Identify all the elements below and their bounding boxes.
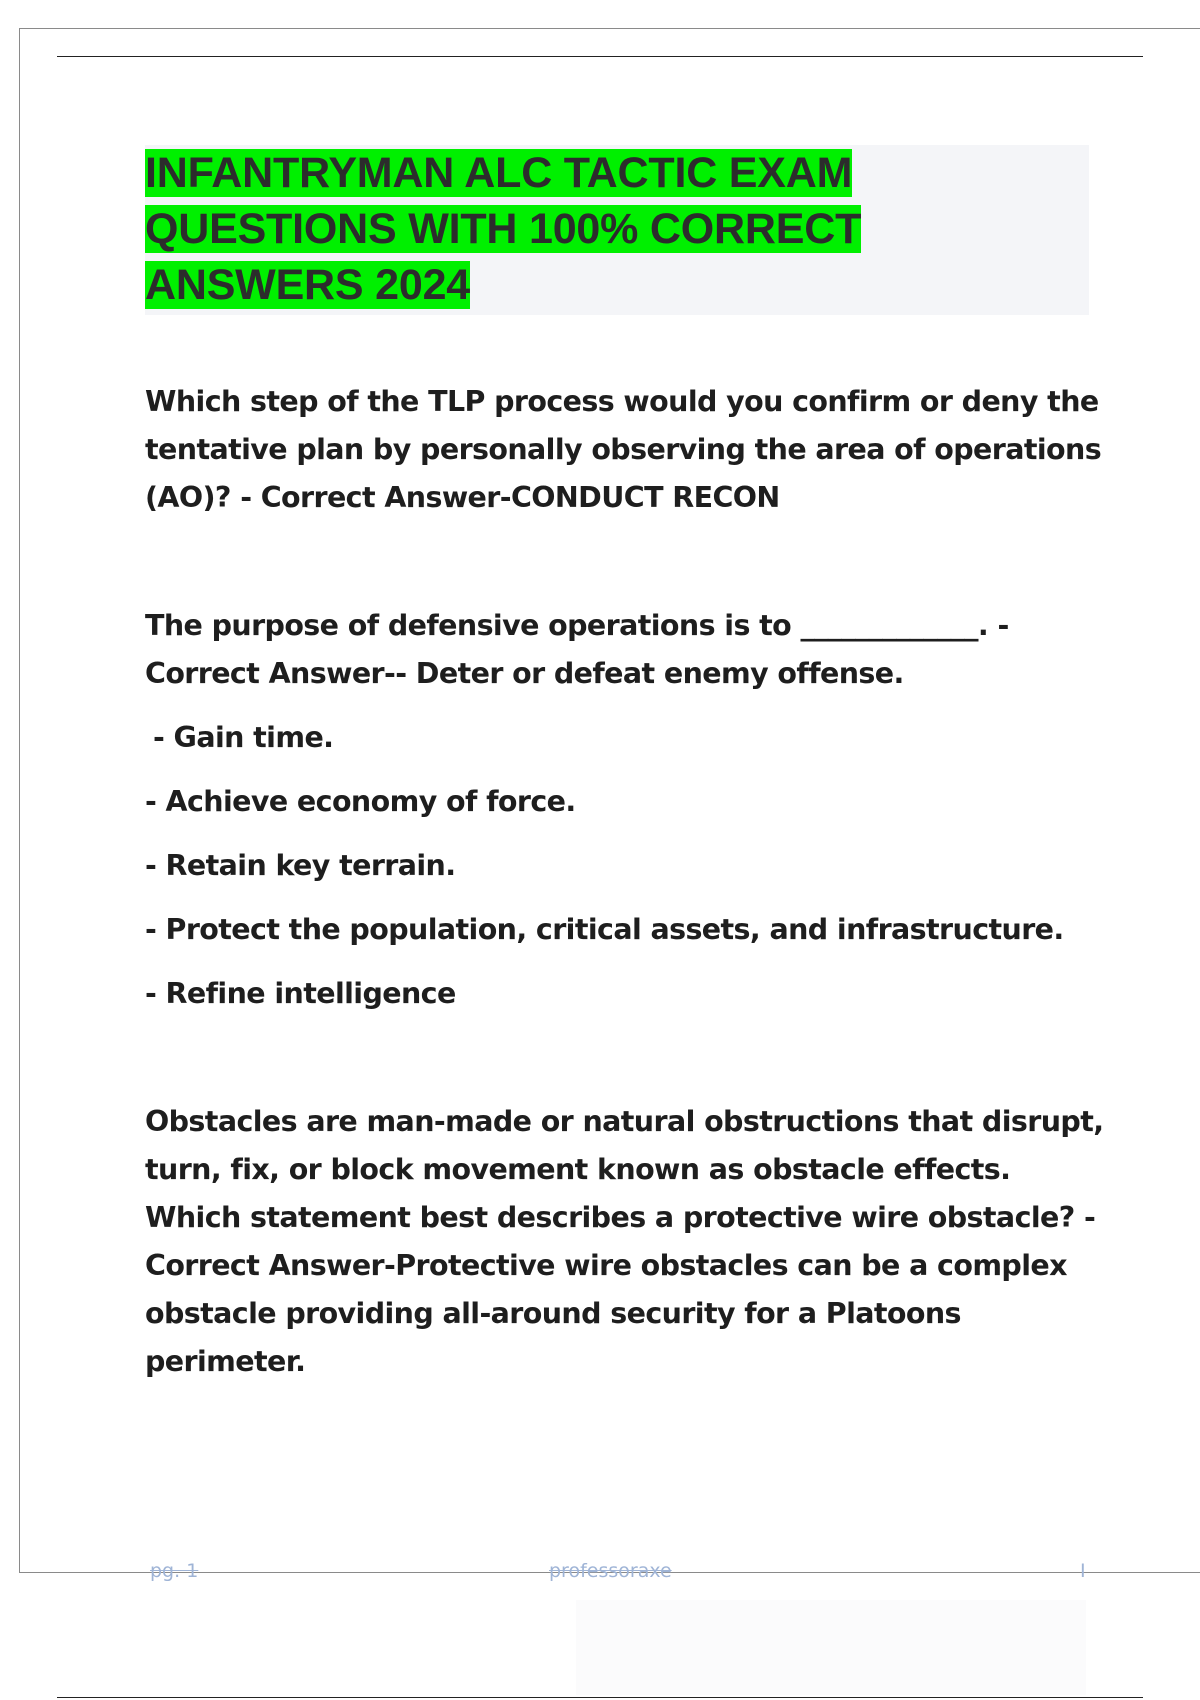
document-title (145, 145, 1089, 313)
bottom-rule (57, 1697, 1143, 1698)
answer-bullet-protect-population: - Protect the population, critical assets, and infrastructure. (145, 913, 1064, 946)
title-box (145, 145, 1089, 315)
question-answer-1: Which step of the TLP process would you confirm or deny the tentative plan by personally observing the area of operations (AO)? - Correct Answer-CONDUCT RECON (145, 385, 1102, 514)
title-highlight: INFANTRYMAN ALC TACTIC EXAM QUESTIONS WITH 100% CORRECT ANSWERS 2024 (145, 149, 862, 309)
footer-page-number: pg. 1 (150, 1560, 199, 1582)
question-answer-2: The purpose of defensive operations is to _____________. - Correct Answer-- Deter or defeat enemy offense. (145, 609, 1009, 690)
answer-bullet-refine-intelligence: - Refine intelligence (145, 977, 456, 1010)
document-body (145, 378, 1105, 1386)
answer-bullet-retain-key-terrain: - Retain key terrain. (145, 849, 456, 882)
header-rule (57, 56, 1143, 57)
answer-bullet-economy-of-force: - Achieve economy of force. (145, 785, 576, 818)
question-answer-3: Obstacles are man-made or natural obstructions that disrupt, turn, fix, or block movement known as obstacle effects. Which statement best describes a protective wire obstacle? - Correct Answer-Protective wire obstacles can be a complex obstacle providing all-around security for a Platoons perimeter. (145, 1105, 1104, 1378)
footer-shade (576, 1600, 1086, 1695)
answer-bullet-gain-time: - Gain time. (153, 721, 334, 754)
footer-right-mark: I (1080, 1560, 1086, 1582)
footer-author: professoraxe (549, 1560, 672, 1582)
